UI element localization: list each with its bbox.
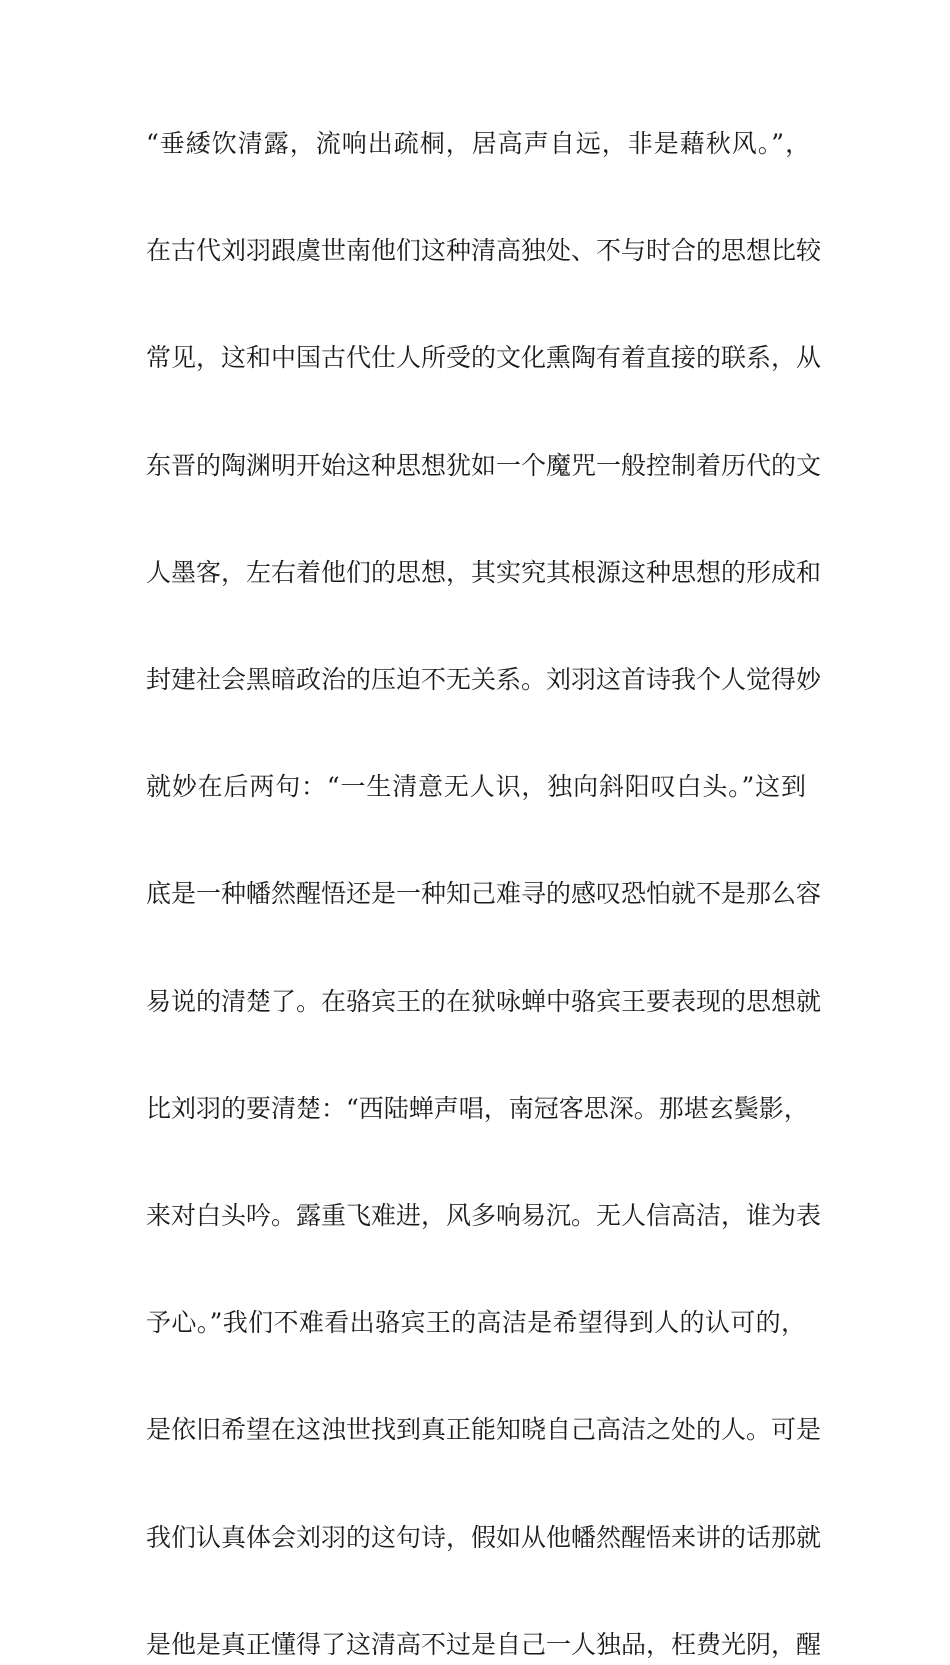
text-line: 就妙在后两句：“一生清意无人识，独向斜阳叹白头。”这到	[146, 772, 806, 801]
text-line: 底是一种幡然醒悟还是一种知己难寻的感叹恐怕就不是那么容	[146, 879, 822, 908]
text-line: 予心。”我们不难看出骆宾王的高洁是希望得到人的认可的，	[146, 1308, 806, 1337]
text-line: 易说的清楚了。在骆宾王的在狱咏蝉中骆宾王要表现的思想就	[146, 987, 822, 1016]
text-line: “垂緌饮清露，流响出疏桐，居高声自远，非是藉秋风。”，	[146, 129, 812, 158]
text-line: 我们认真体会刘羽的这句诗，假如从他幡然醒悟来讲的话那就	[146, 1523, 822, 1552]
text-line: 在古代刘羽跟虞世南他们这种清高独处、不与时合的思想比较	[146, 236, 822, 265]
text-line: 比刘羽的要清楚：“西陆蝉声唱，南冠客思深。那堪玄鬓影，	[146, 1094, 809, 1123]
text-line: 是依旧希望在这浊世找到真正能知晓自己高洁之处的人。可是	[146, 1415, 822, 1444]
text-line: 人墨客，左右着他们的思想，其实究其根源这种思想的形成和	[146, 558, 822, 587]
text-line: 来对白头吟。露重飞难进，风多响易沉。无人信高洁，谁为表	[146, 1201, 822, 1230]
text-line: 东晋的陶渊明开始这种思想犹如一个魔咒一般控制着历代的文	[146, 451, 822, 480]
text-line: 是他是真正懂得了这清高不过是自己一人独品，枉费光阴，醒	[146, 1630, 822, 1659]
text-line: 封建社会黑暗政治的压迫不无关系。刘羽这首诗我个人觉得妙	[146, 665, 822, 694]
text-line: 常见，这和中国古代仕人所受的文化熏陶有着直接的联系，从	[146, 343, 822, 372]
